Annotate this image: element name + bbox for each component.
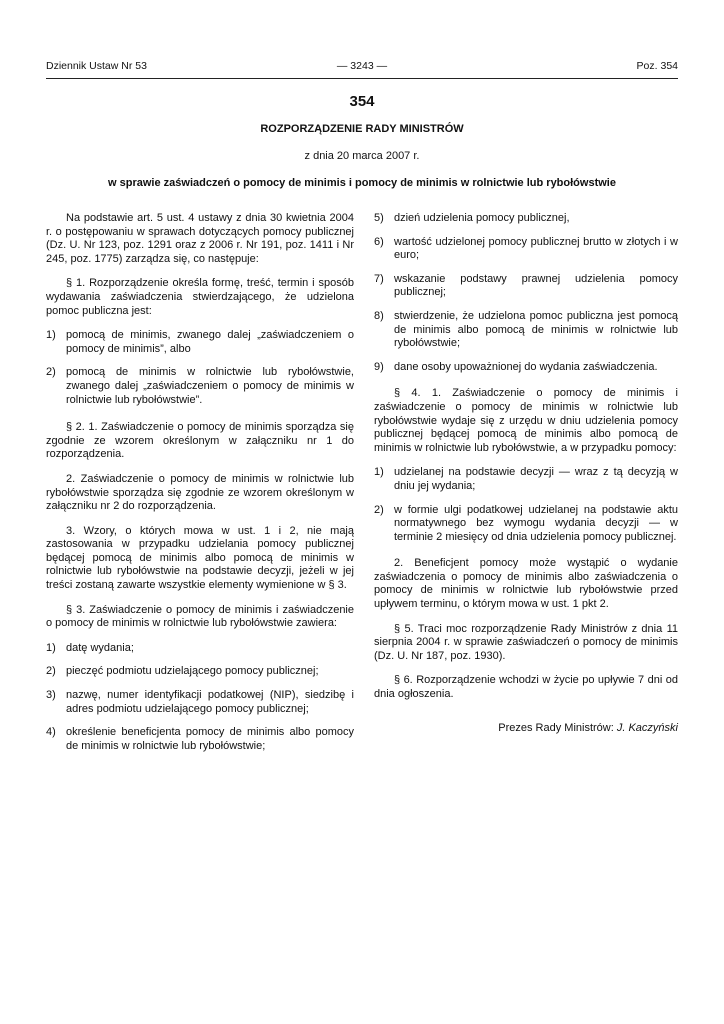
item-text: nazwę, numer identyfikacji podatkowej (NIP), siedzibę i adres podmiotu udzielającego pomocy publicznej; [66,689,354,715]
list-item [374,361,678,375]
paragraph-3: § 3. Zaświadczenie o pomocy de minimis i zaświadczenie o pomocy de minimis w rolnictwie lub rybołówstwie zawiera: [46,603,354,630]
document-subject: w sprawie zaświadczeń o pomocy de minimis i pomocy de minimis w rolnictwie lub rybołówstwie [108,177,616,189]
list-item [46,689,354,716]
paragraph-6: § 6. Rozporządzenie wchodzi w życie po upływie 7 dni od dnia ogłoszenia. [374,674,678,701]
item-number: 1) [46,329,56,342]
intro-paragraph: Na podstawie art. 5 ust. 4 ustawy z dnia 30 kwietnia 2004 r. o postępowaniu w sprawach dotyczących pomocy publicznej (Dz. U. Nr 123, poz. 1291 oraz z 2006 r. Nr 191, poz. 1411 i Nr 245, poz. 1775) zarządza się, co następuje: [46,212,354,265]
list-item [374,236,678,263]
item-number: 2) [46,366,56,379]
page-header [46,60,678,76]
item-text: pomocą de minimis w rolnictwie lub rybołówstwie, zwanego dalej „zaświadczeniem o pomocy de minimis w rolnictwie lub rybołówstwie”. [66,366,354,406]
item-text: w formie ulgi podatkowej udzielanej na podstawie aktu normatywnego bez wymogu wydania decyzji — w terminie 2 miesięcy od dnia udzielenia pomocy publicznej. [394,503,678,543]
list-item [46,726,354,753]
position-number: 354 [349,93,375,110]
document-date: z dnia 20 marca 2007 r. [304,150,420,162]
item-number: 7) [374,272,384,285]
item-text: dane osoby upoważnionej do wydania zaświadczenia. [394,360,658,373]
paragraph-2-3: 3. Wzory, o których mowa w ust. 1 i 2, nie mają zastosowania w przypadku udzielania pomocy publicznej będącej pomocą de minimis albo pomocą de minimis w rolnictwie lub rybołówstwie na podstawie decyzji, jeżeli w jej treści zostaną zawarte wszystkie elementy wymienione w § 3. [46,524,354,592]
list-item [46,329,354,356]
list-item [46,366,354,407]
signature-label: Prezes Rady Ministrów: [498,721,614,734]
paragraph-4-2: 2. Beneficjent pomocy może wystąpić o wydanie zaświadczenia o pomocy de minimis albo zaświadczenia o pomocy de minimis w rolnictwie lub rybołówstwie przed upływem terminu, o którym mowa w ust. 1 pkt 2. [374,557,678,611]
item-number: 5) [374,212,384,224]
item-text: pomocą de minimis, zwanego dalej „zaświadczeniem o pomocy de minimis”, albo [66,329,354,355]
list-item [46,665,354,679]
journal-name: Dziennik Ustaw Nr 53 [46,60,147,72]
item-number: 3) [46,689,56,702]
list-item [374,466,678,493]
paragraph-1: § 1. Rozporządzenie określa formę, treść, termin i sposób wydawania zaświadczenia stwierdzającego, że udzielona pomoc publiczna jest: [46,277,354,317]
paragraph-2-2: 2. Zaświadczenie o pomocy de minimis w rolnictwie lub rybołówstwie sporządza się zgodnie ze wzorem określonym w załączniku nr 2 do rozporządzenia. [46,472,354,513]
item-number: 6) [374,235,384,248]
signature-name: J. Kaczyński [616,721,678,734]
page-number: — 3243 — [336,60,388,72]
item-number: 8) [374,309,384,322]
list-item [374,212,678,226]
left-column [46,212,354,763]
item-number: 4) [46,726,56,739]
list-item [46,642,354,656]
paragraph-2-1: § 2. 1. Zaświadczenie o pomocy de minimis sporządza się zgodnie ze wzorem określonym w załączniku nr 1 do rozporządzenia. [46,421,354,461]
item-text: stwierdzenie, że udzielona pomoc publiczna jest pomocą de minimis albo pomocą de minimis w rolnictwie lub rybołówstwie; [394,309,678,350]
item-number: 2) [374,503,384,516]
item-text: wskazanie podstawy prawnej udzielenia pomocy publicznej; [394,272,678,299]
header-rule [46,78,678,79]
right-column [374,212,678,735]
item-number: 9) [374,360,384,373]
item-number: 2) [46,665,56,678]
signature-line [374,722,678,736]
paragraph-5: § 5. Traci moc rozporządzenie Rady Ministrów z dnia 11 sierpnia 2004 r. w sprawie zaświadczeń o pomocy de minimis (Dz. U. Nr 187, poz. 1930). [374,622,678,662]
item-text: udzielanej na podstawie decyzji — wraz z tą decyzją w dniu jej wydania; [394,466,678,492]
item-text: pieczęć podmiotu udzielającego pomocy publicznej; [66,665,319,678]
item-text: wartość udzielonej pomocy publicznej brutto w złotych i w euro; [394,235,678,262]
document-title: ROZPORZĄDZENIE RADY MINISTRÓW [260,123,464,135]
list-item [374,504,678,545]
item-text: określenie beneficjenta pomocy de minimis albo pomocy de minimis w rolnictwie lub rybołówstwie; [66,726,354,752]
list-item [374,273,678,300]
list-item [374,310,678,351]
paragraph-4-1: § 4. 1. Zaświadczenie o pomocy de minimis i zaświadczenie o pomocy de minimis w rolnictwie lub rybołówstwie wydaje się z urzędu w dniu udzielenia pomocy publicznej będącej pomocą de minimis albo pomocą de minimis w rolnictwie lub rybołówstwie, a w przypadku pomocy: [374,387,678,454]
item-text: dzień udzielenia pomocy publicznej, [394,212,570,224]
item-number: 1) [374,466,384,479]
item-text: datę wydania; [66,641,134,654]
position-ref: Poz. 354 [636,60,678,72]
item-number: 1) [46,641,56,654]
